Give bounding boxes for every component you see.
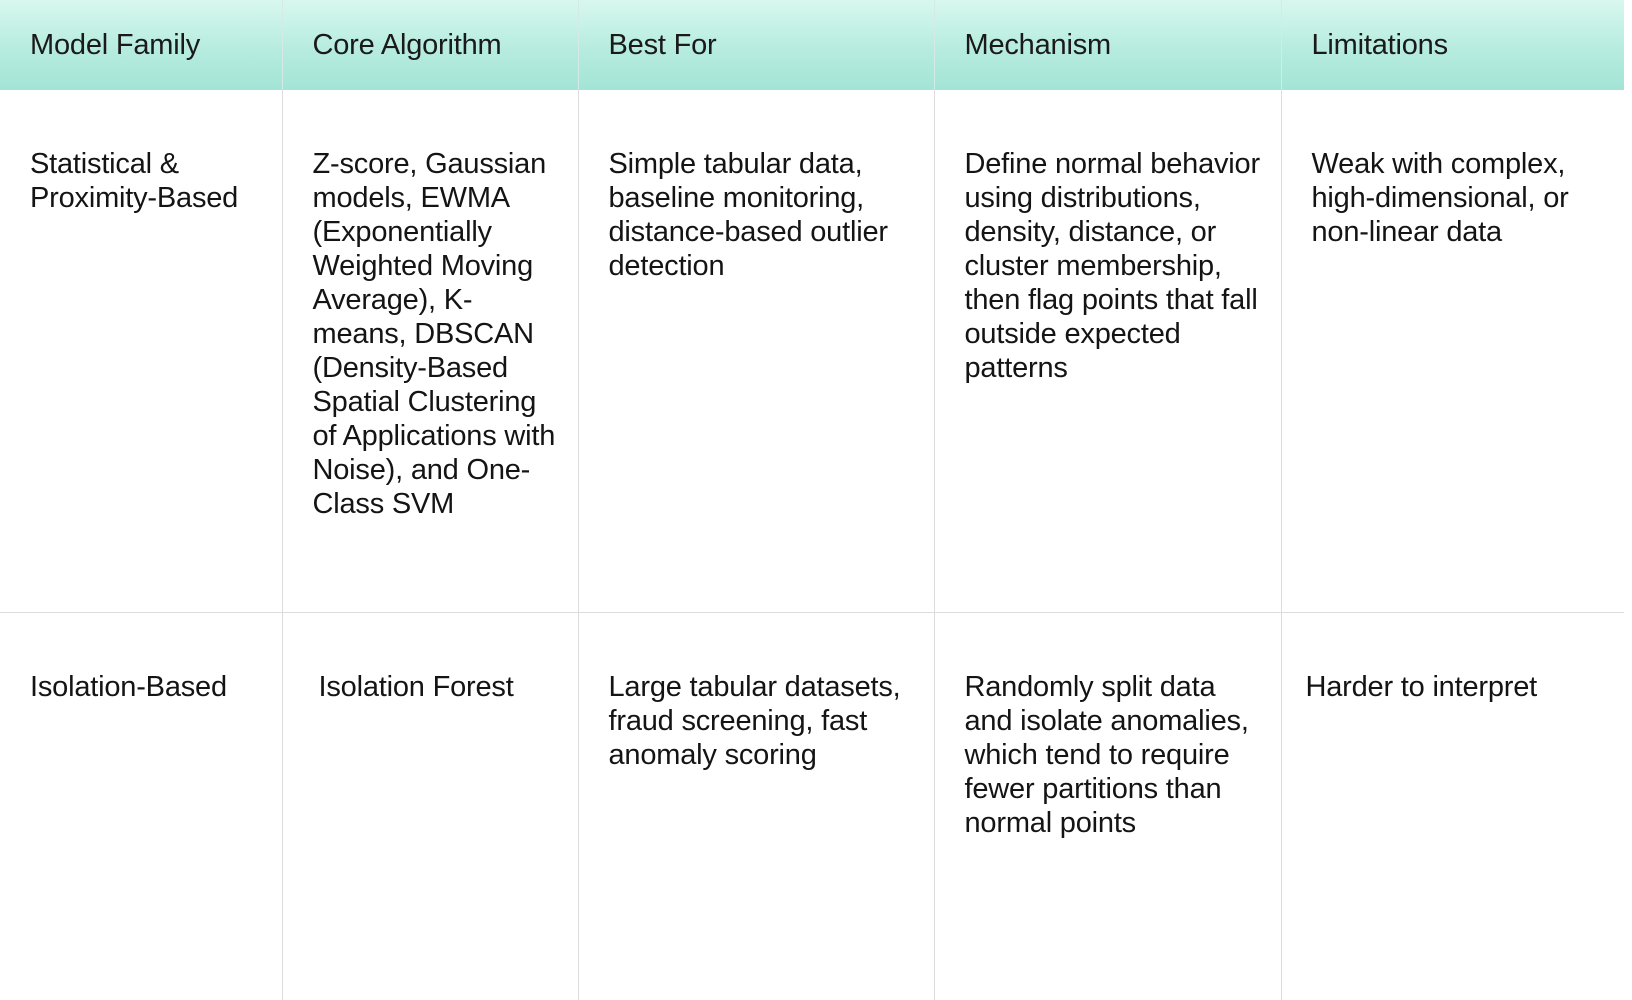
header-model-family: Model Family [0, 0, 282, 90]
table-row [0, 90, 1624, 612]
cell-limitations: Harder to interpret [1305, 670, 1538, 703]
table-row [0, 612, 1624, 1000]
cell-mechanism: Randomly split data and isolate anomalies, which tend to require fewer partitions than normal points [934, 612, 1281, 1000]
table-body [0, 90, 1624, 1000]
cell-model-family: Isolation-Based [0, 612, 282, 1000]
header-row [0, 0, 1624, 90]
cell-mechanism: Define normal behavior using distributions, density, distance, or cluster membership, then flag points that fall outside expected patterns [934, 90, 1281, 612]
cell-limitations: Weak with complex, high-dimensional, or non-linear data [1281, 90, 1624, 612]
cell-best-for: Large tabular datasets, fraud screening, fast anomaly scoring [578, 612, 934, 1000]
header-best-for: Best For [578, 0, 934, 90]
cell-model-family: Statistical & Proximity-Based [0, 90, 282, 612]
header-core-algorithm: Core Algorithm [282, 0, 578, 90]
cell-core-algorithm: Isolation Forest [282, 612, 578, 1000]
table-header [0, 0, 1624, 90]
header-mechanism: Mechanism [934, 0, 1281, 90]
cell-core-algorithm: Z-score, Gaussian models, EWMA (Exponentially Weighted Moving Average), K-means, DBSCAN (Density-Based Spatial Clustering of Applications with Noise), and One-Class SVM [282, 90, 578, 612]
header-limitations: Limitations [1281, 0, 1624, 90]
cell-best-for: Simple tabular data, baseline monitoring, distance-based outlier detection [578, 90, 934, 612]
